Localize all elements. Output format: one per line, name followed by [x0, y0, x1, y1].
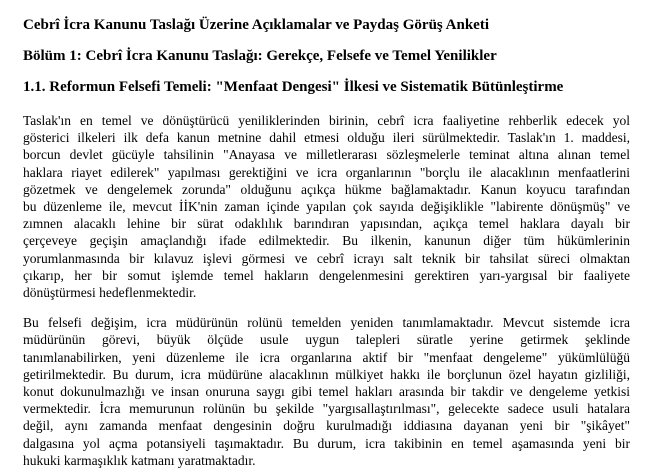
paragraph-line: getirilmektedir. Bu durum, icra müdürüne alacaklının mülkiyet hakkı ile borçlunun özel hayatın gizliliği, — [23, 366, 630, 382]
paragraph-line: Bu felsefi değişim, icra müdürünün rolünü temelden yeniden tanımlamaktadır. Mevcut sistemde icra — [23, 315, 630, 331]
paragraph-line: yorumlanmasında bir kılavuz işlevi görmesi ve cebrî icrayı salt teknik bir tahsilat süreci olmaktan — [23, 250, 630, 266]
paragraph-line: hukuki karmaşıklık katmanı yaratmaktadır. — [23, 452, 256, 468]
paragraph-line: çerçeveye geçişin amaçlandığı ifade edilmektedir. Bu ilkenin, kanunun diğer tüm hükümlerinin — [23, 233, 630, 249]
paragraph-line: müdürünün görevi, büyük ölçüde usule uygun talepleri süratle yerine getirmek şeklinde — [23, 332, 630, 348]
paragraph-line: gözetmek ve dengelemek zorunda" olduğunu açıkça hükme bağlamaktadır. Kanun koyucu tarafından — [23, 181, 630, 197]
paragraph-line: borcun devlet gücüyle tahsilinin "Anayasa ve milletlerarası sözleşmelerle teminat altına alınan temel — [23, 147, 630, 163]
paragraph — [23, 112, 630, 301]
paragraph-line: değil, aynı zamanda menfaat dengesinin doğru kurulmadığı iddiasına dayanan yeni bir "şikâyet" — [23, 418, 630, 434]
paragraph-line: Taslak'ın en temel ve dönüştürücü yeniliklerinden birinin, cebrî icra faaliyetine rehberlik edecek yol — [23, 113, 630, 128]
paragraph-line: çıkarıp, her bir somut işlemde temel hakların dengelenmesini gerektiren yarı-yargısal bir faaliyete — [23, 267, 630, 283]
document-title: Cebrî İcra Kanunu Taslağı Üzerine Açıklamalar ve Paydaş Görüş Anketi — [23, 17, 490, 33]
paragraph-line: dalgasına yol açma potansiyeli taşımaktadır. Bu durum, icra takibinin en temel aşamasında yeni bir — [23, 435, 630, 451]
section-heading: Bölüm 1: Cebrî İcra Kanunu Taslağı: Gerekçe, Felsefe ve Temel Yenilikler — [23, 48, 497, 64]
subsection-heading: 1.1. Reformun Felsefi Temeli: "Menfaat Dengesi" İlkesi ve Sistematik Bütünleştirme — [23, 79, 564, 95]
document-body — [23, 112, 630, 469]
paragraph-line: gösterici ilkeleri ilk defa kanun metnine dahil etmesi olduğu ileri sürülmektedir. Taslak'ın 1. maddesi, — [23, 130, 630, 146]
paragraph-line: haklara riayet edilerek" yapılması gerektiğini ve icra organlarının "borçlu ile alacaklının menfaatlerini — [23, 164, 630, 180]
paragraph-line: vermektedir. İcra memurunun rolünün bu şekilde "yargısallaştırılması", gelecekte sadece usuli hatalara — [23, 401, 630, 417]
paragraph-line: zımnen alacaklı lehine bir sürat odaklılık barındıran yapısından, açıkça temel haklara dayalı bir — [23, 216, 630, 232]
paragraph-line: tanımlanabilirken, yeni düzenleme ile icra organlarına aktif bir "menfaat dengeleme" yükümlülüğü — [23, 349, 630, 365]
paragraph-line: dönüştürmesi hedeflenmektedir. — [23, 285, 197, 301]
paragraph-line: konut dokunulmazlığı ve insan onuruna saygı gibi temel hakları arasında bir takdir ve dengeleme yetkisi — [23, 384, 630, 400]
paragraph — [23, 314, 630, 469]
paragraph-line: bu düzenleme ile, mevcut İİK'nin zaman içinde yapılan çok sayıda değişiklikle "labirente dönüşmüş" ve — [23, 199, 630, 215]
